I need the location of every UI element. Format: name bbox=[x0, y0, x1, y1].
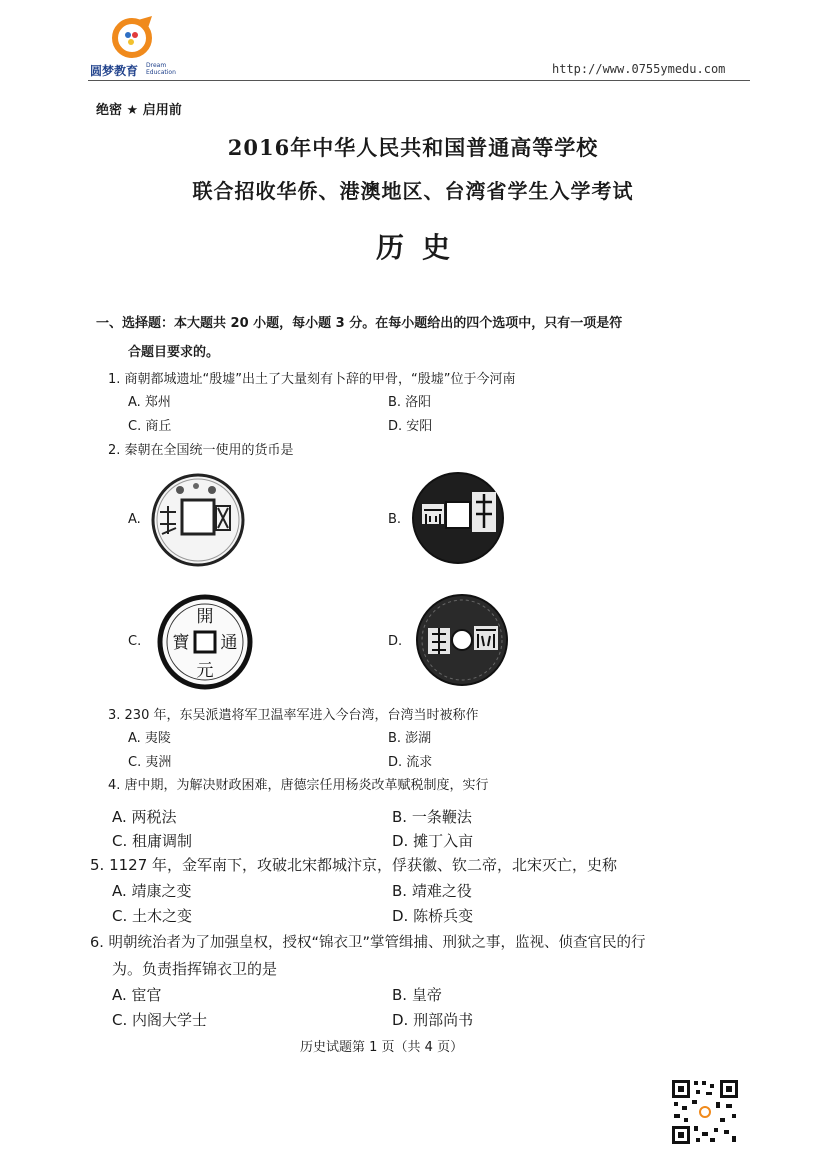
option-a: A. 宦官 bbox=[112, 986, 162, 1004]
logo-en-line2: Education bbox=[146, 69, 176, 76]
header-url[interactable]: http://www.0755ymedu.com bbox=[552, 62, 726, 76]
header-divider bbox=[88, 80, 750, 81]
question-stem: 4. 唐中期，为解决财政困难，唐德宗任用杨炎改革赋税制度，实行 bbox=[108, 778, 489, 793]
exam-title-line2: 联合招收华侨、港澳地区、台湾省学生入学考试 bbox=[192, 179, 634, 203]
subject-title: 历史 bbox=[375, 231, 468, 264]
exam-title-line1: 2016年中华人民共和国普通高等学校 bbox=[227, 135, 599, 160]
option-c: C. 租庸调制 bbox=[112, 832, 193, 850]
option-d: D. 安阳 bbox=[388, 419, 433, 434]
question-stem-cont: 为。负责指挥锦衣卫的是 bbox=[112, 960, 278, 978]
option-b: B. 皇帝 bbox=[392, 986, 442, 1004]
section-heading-cont: 合题目要求的。 bbox=[128, 345, 220, 360]
page-footer: 历史试题第 1 页（共 4 页） bbox=[300, 1040, 464, 1055]
option-a: A. 两税法 bbox=[112, 808, 177, 826]
secret-label: 绝密 ★ 启用前 bbox=[96, 103, 182, 118]
option-b: B. 靖难之役 bbox=[392, 882, 472, 900]
question-stem: 3. 230 年，东吴派遣将军卫温率军进入今台湾，台湾当时被称作 bbox=[108, 708, 479, 723]
question-stem: 1. 商朝都城遗址“殷墟”出土了大量刻有卜辞的甲骨，“殷墟”位于今河南 bbox=[108, 372, 516, 387]
logo bbox=[88, 14, 198, 76]
option-c: C. 夷洲 bbox=[128, 755, 172, 770]
option-d: D. 刑部尚书 bbox=[392, 1011, 474, 1029]
option-a: A. 夷陵 bbox=[128, 731, 171, 746]
option-c: C. 内阁大学士 bbox=[112, 1011, 208, 1029]
option-d: D. bbox=[388, 634, 403, 649]
qr-code-icon[interactable] bbox=[670, 1078, 740, 1146]
coin-a-image bbox=[150, 472, 246, 568]
option-c: C. 商丘 bbox=[128, 419, 172, 434]
logo-en-line1: Dream bbox=[146, 62, 167, 69]
logo-en bbox=[146, 62, 176, 76]
coin-b-image bbox=[410, 470, 506, 566]
coin-c-image bbox=[157, 594, 253, 690]
option-d: D. 摊丁入亩 bbox=[392, 832, 474, 850]
coin-c-left-char: 寶 bbox=[172, 633, 190, 653]
option-b: B. 洛阳 bbox=[388, 395, 432, 410]
option-d: D. 流求 bbox=[388, 755, 433, 770]
question-stem: 2. 秦朝在全国统一使用的货币是 bbox=[108, 443, 294, 458]
logo-mark-icon bbox=[108, 14, 160, 58]
option-c: C. 土木之变 bbox=[112, 907, 193, 925]
option-c: C. bbox=[128, 634, 142, 649]
option-a: A. 郑州 bbox=[128, 395, 171, 410]
coin-d-image bbox=[414, 592, 510, 688]
coin-c-top-char: 開 bbox=[196, 607, 214, 627]
section-heading: 一、选择题：本大题共 20 小题，每小题 3 分。在每小题给出的四个选项中，只有一项是符 bbox=[96, 316, 623, 331]
option-b: B. 澎湖 bbox=[388, 731, 432, 746]
option-a: A. bbox=[128, 512, 141, 527]
coin-c-right-char: 通 bbox=[220, 633, 238, 653]
option-a: A. 靖康之变 bbox=[112, 882, 192, 900]
option-d: D. 陈桥兵变 bbox=[392, 907, 474, 925]
question-stem: 6. 明朝统治者为了加强皇权，授权“锦衣卫”掌管缉捕、刑狱之事，监视、侦查官民的行 bbox=[90, 935, 646, 951]
coin-c-bottom-char: 元 bbox=[196, 661, 214, 681]
logo-text: 圆梦教育 bbox=[90, 64, 139, 78]
option-b: B. bbox=[388, 512, 402, 527]
question-stem: 5. 1127 年，金军南下，攻破北宋都城汴京，俘获徽、钦二帝，北宋灭亡，史称 bbox=[90, 856, 618, 874]
option-b: B. 一条鞭法 bbox=[392, 808, 472, 826]
